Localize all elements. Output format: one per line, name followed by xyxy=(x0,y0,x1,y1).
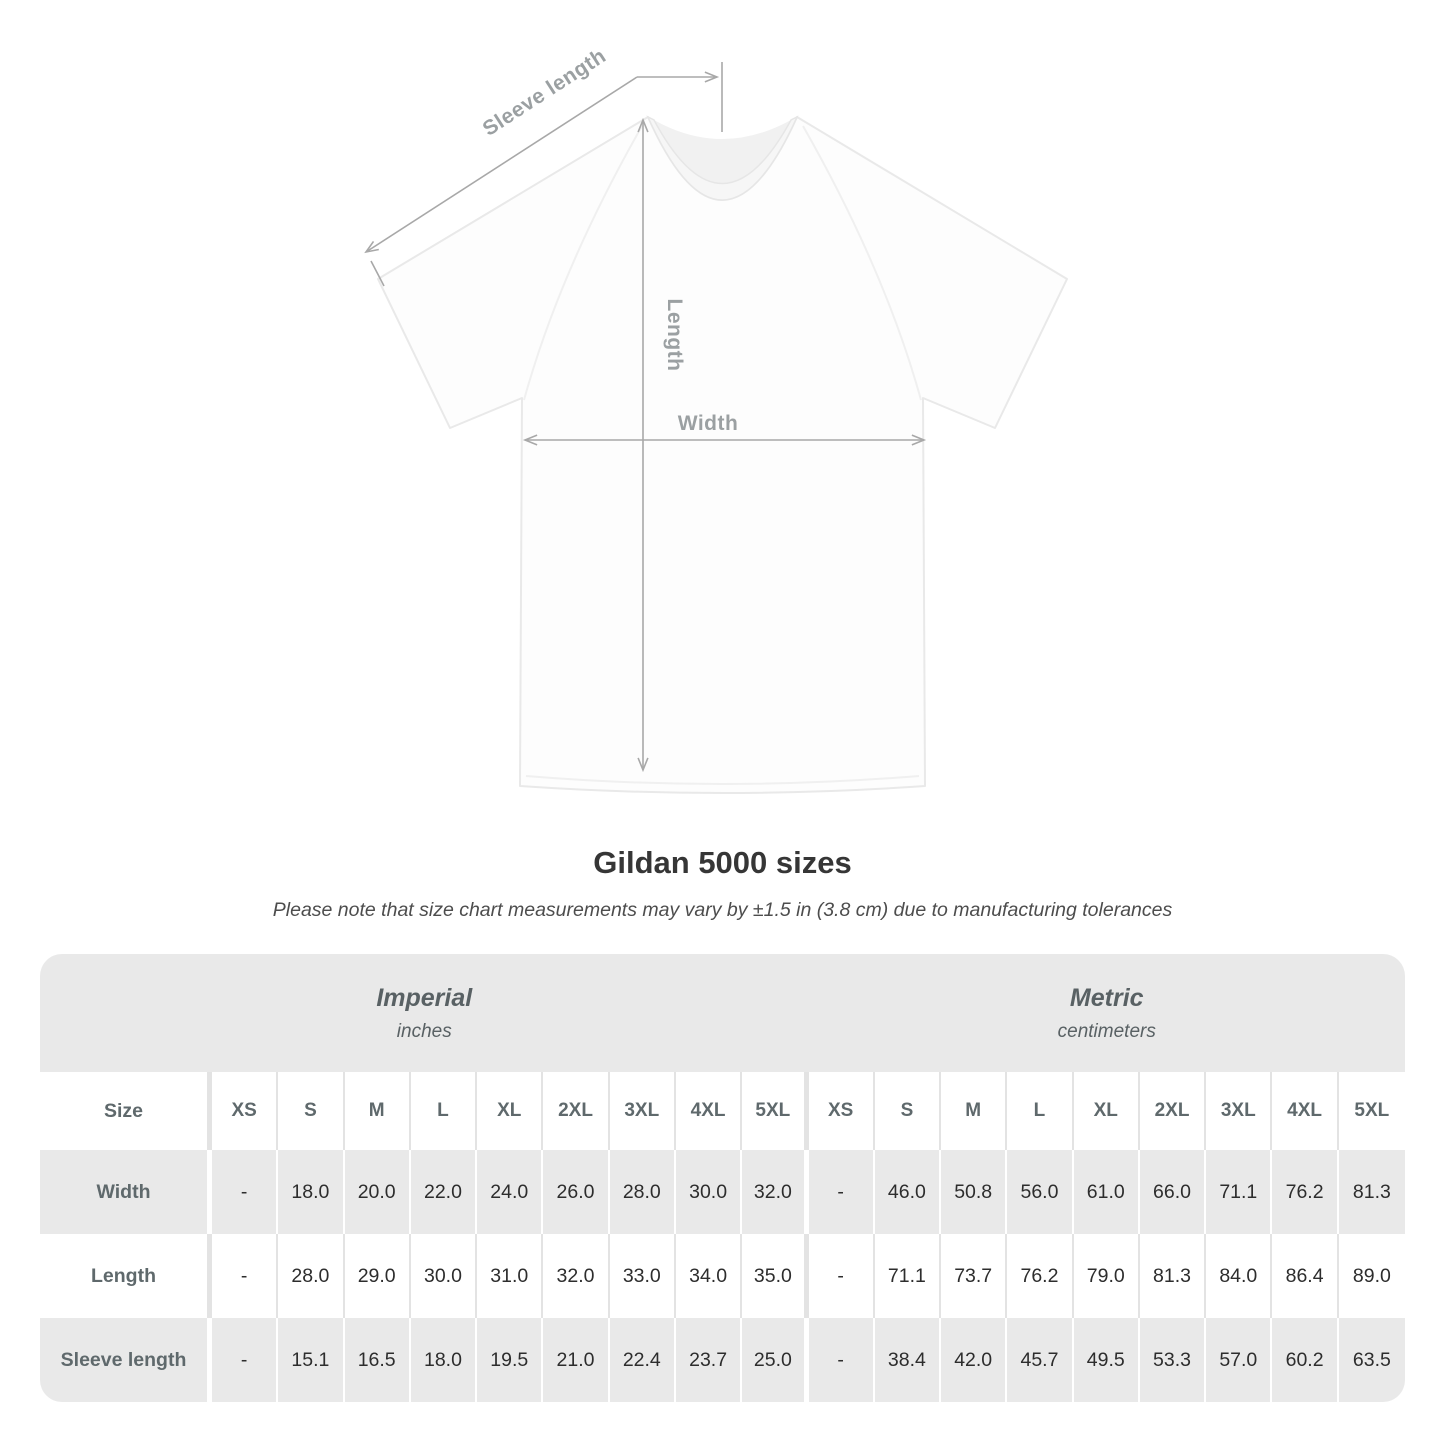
value-cell: 20.0 xyxy=(345,1150,411,1234)
size-header-xl-metric: XL xyxy=(1074,1072,1140,1150)
value-cell: 30.0 xyxy=(411,1234,477,1318)
row-label: Sleeve length xyxy=(40,1318,212,1402)
imperial-unit-label: inches xyxy=(396,1020,452,1042)
size-header-4xl-imperial: 4XL xyxy=(676,1072,742,1150)
value-cell: 84.0 xyxy=(1206,1234,1272,1318)
row-label: Length xyxy=(40,1234,212,1318)
size-header-l-metric: L xyxy=(1007,1072,1073,1150)
value-cell: 34.0 xyxy=(676,1234,742,1318)
metric-unit-label: centimeters xyxy=(1057,1020,1156,1042)
size-header-3xl-imperial: 3XL xyxy=(610,1072,676,1150)
value-cell: 42.0 xyxy=(941,1318,1007,1402)
size-header-m-imperial: M xyxy=(345,1072,411,1150)
value-cell: 50.8 xyxy=(941,1150,1007,1234)
value-cell: 15.1 xyxy=(278,1318,344,1402)
value-cell: 32.0 xyxy=(543,1234,609,1318)
value-cell: 56.0 xyxy=(1007,1150,1073,1234)
value-cell: - xyxy=(809,1318,875,1402)
value-cell: 63.5 xyxy=(1339,1318,1405,1402)
length-label: Length xyxy=(663,298,686,372)
value-cell: 30.0 xyxy=(676,1150,742,1234)
metric-group-header xyxy=(809,954,1406,1072)
size-header-2xl-metric: 2XL xyxy=(1140,1072,1206,1150)
size-header-s-imperial: S xyxy=(278,1072,344,1150)
size-header-m-metric: M xyxy=(941,1072,1007,1150)
value-cell: 81.3 xyxy=(1140,1234,1206,1318)
row-label: Width xyxy=(40,1150,212,1234)
size-header-l-imperial: L xyxy=(411,1072,477,1150)
value-cell: - xyxy=(212,1234,278,1318)
value-cell: 61.0 xyxy=(1074,1150,1140,1234)
value-cell: 79.0 xyxy=(1074,1234,1140,1318)
value-cell: 66.0 xyxy=(1140,1150,1206,1234)
value-cell: 53.3 xyxy=(1140,1318,1206,1402)
value-cell: 23.7 xyxy=(676,1318,742,1402)
value-cell: - xyxy=(809,1234,875,1318)
value-cell: 22.0 xyxy=(411,1150,477,1234)
size-header-xl-imperial: XL xyxy=(477,1072,543,1150)
value-cell: 38.4 xyxy=(875,1318,941,1402)
value-cell: 24.0 xyxy=(477,1150,543,1234)
value-cell: 22.4 xyxy=(610,1318,676,1402)
value-cell: 60.2 xyxy=(1272,1318,1338,1402)
tolerance-note: Please note that size chart measurements may vary by ±1.5 in (3.8 cm) due to manufacturing tolerances xyxy=(272,899,1173,921)
value-cell: 28.0 xyxy=(278,1234,344,1318)
metric-label: Metric xyxy=(1069,983,1144,1012)
value-cell: 35.0 xyxy=(742,1234,808,1318)
value-cell: 76.2 xyxy=(1007,1234,1073,1318)
value-cell: - xyxy=(212,1150,278,1234)
value-cell: 19.5 xyxy=(477,1318,543,1402)
size-header-4xl-metric: 4XL xyxy=(1272,1072,1338,1150)
width-label: Width xyxy=(677,412,739,435)
size-header-xs-imperial: XS xyxy=(212,1072,278,1150)
value-cell: - xyxy=(809,1150,875,1234)
size-header-3xl-metric: 3XL xyxy=(1206,1072,1272,1150)
value-cell: 71.1 xyxy=(875,1234,941,1318)
size-header-s-metric: S xyxy=(875,1072,941,1150)
value-cell: 57.0 xyxy=(1206,1318,1272,1402)
size-header-xs-metric: XS xyxy=(809,1072,875,1150)
value-cell: 33.0 xyxy=(610,1234,676,1318)
unit-group-band xyxy=(40,954,1405,1072)
size-column-header: Size xyxy=(40,1072,212,1150)
value-cell: - xyxy=(212,1318,278,1402)
value-cell: 81.3 xyxy=(1339,1150,1405,1234)
value-cell: 16.5 xyxy=(345,1318,411,1402)
value-cell: 76.2 xyxy=(1272,1150,1338,1234)
value-cell: 71.1 xyxy=(1206,1150,1272,1234)
value-cell: 18.0 xyxy=(278,1150,344,1234)
value-cell: 26.0 xyxy=(543,1150,609,1234)
imperial-label: Imperial xyxy=(376,983,473,1012)
tshirt-body xyxy=(378,117,1067,793)
imperial-group-header xyxy=(40,954,809,1072)
value-cell: 18.0 xyxy=(411,1318,477,1402)
size-header-5xl-metric: 5XL xyxy=(1339,1072,1405,1150)
value-cell: 25.0 xyxy=(742,1318,808,1402)
size-table xyxy=(40,954,1405,1402)
value-cell: 28.0 xyxy=(610,1150,676,1234)
value-cell: 32.0 xyxy=(742,1150,808,1234)
value-cell: 21.0 xyxy=(543,1318,609,1402)
value-cell: 73.7 xyxy=(941,1234,1007,1318)
value-cell: 86.4 xyxy=(1272,1234,1338,1318)
value-cell: 89.0 xyxy=(1339,1234,1405,1318)
value-cell: 29.0 xyxy=(345,1234,411,1318)
value-cell: 49.5 xyxy=(1074,1318,1140,1402)
size-grid xyxy=(40,1072,1405,1402)
size-header-2xl-imperial: 2XL xyxy=(543,1072,609,1150)
value-cell: 45.7 xyxy=(1007,1318,1073,1402)
sleeve-length-label: Sleeve length xyxy=(478,44,611,141)
value-cell: 31.0 xyxy=(477,1234,543,1318)
page-title: Gildan 5000 sizes xyxy=(593,845,852,880)
value-cell: 46.0 xyxy=(875,1150,941,1234)
size-header-5xl-imperial: 5XL xyxy=(742,1072,808,1150)
